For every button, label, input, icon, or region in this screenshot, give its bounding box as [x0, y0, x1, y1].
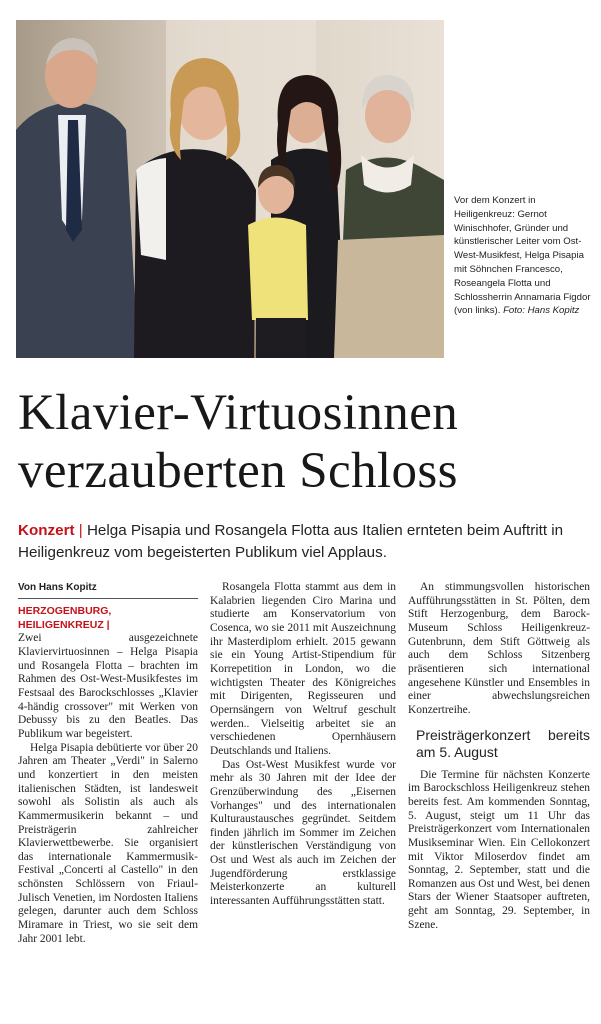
paragraph-2: Helga Pisapia debütierte vor über 20 Jahren am Theater „Verdi" in Salerno und konzertiert in den meisten italienischen Städten, ist landesweit sowohl als Solistin als auch als Kammermusikerin bekannt – und Preisträgerin zahlreicher Klavierwettbewerbe. Sie organisiert das internationale Kammermusik-Festival „Concerti al Castello" in den schönsten Schlössern von Friaul-Julisch Venetien, im Nordosten Italiens gelegen, darunter auch dem Schloss Miramare in Triest, wo sie seit dem Jahr 2001 lebt. — [18, 741, 198, 945]
paragraph-1-text: Zwei ausgezeichnete Klaviervirtuosinnen – Helga Pisapia und Rosangela Flotta – brachten im Rahmen des Ost-West-Musikfestes im Festsaal des Barockschlosses „Klavier 4-händig crossover" mit Werken von Debussy bis zu den Beatles. Das Publikum war begeistert. — [18, 632, 198, 740]
lead-text: Helga Pisapia und Rosangela Flotta aus Italien ernteten beim Auftritt in Heiligenkreuz vom begeisterten Publikum viel Applaus. — [18, 522, 564, 561]
dateline: HERZOGENBURG, HEILIGENKREUZ | — [18, 605, 112, 631]
byline: Von Hans Kopitz — [18, 581, 198, 599]
headline — [18, 384, 598, 500]
photo-group-icon — [16, 20, 444, 358]
article-column-3 — [408, 581, 590, 932]
subheading: Preisträgerkonzert bereits am 5. August — [416, 726, 590, 760]
paragraph-5: An stimmungsvollen historischen Aufführungsstätten in St. Pölten, dem Stift Herzogenburg, dem Barock-Museum Schloss Heiligenkreuz-Gutenbrunn, dem Stift Göttweig als auch dem Schloss Sitzenberg präsentieren sich international angesehene Künstler und Ensembles in einer abwechslungsreichen Konzertreihe. — [408, 581, 590, 716]
lead-kicker: Konzert — [18, 522, 75, 539]
headline-line-2: verzauberten Schloss — [18, 443, 458, 499]
paragraph-1 — [18, 605, 198, 742]
caption-text: Vor dem Konzert in Heiligenkreuz: Gernot Winischhofer, Gründer und künstlerischer Leiter vom Ost-West-Musikfest, Helga Pisapia mit Söhnchen Francesco, Roseangela Flotta und Schlossherrin Annamaria Figdor (von links). — [454, 195, 591, 317]
photo-caption — [454, 194, 592, 318]
headline-line-1: Klavier-Virtuosinnen — [18, 385, 459, 441]
paragraph-6: Die Termine für nächsten Konzerte im Barockschloss Heiligenkreuz stehen bereits fest. Am kommenden Sonntag, 5. August, steigt um 11 Uhr das Preisträgerkonzert vom Internationalen Musikseminar Wien. Ein Cellokonzert mit Viktor Miloserdov findet am Sonntag, 2. September, statt und die Romanzen aus Ost und West, bei denen Stars der Wiener Staatsoper auftreten, geht am Sonntag, 29. September, in Szene. — [408, 768, 590, 931]
article-column-2 — [210, 581, 396, 909]
lead-paragraph — [18, 520, 588, 564]
paragraph-3: Rosangela Flotta stammt aus dem in Kalabrien liegenden Ciro Marina und studierte am Konservatorium von Cosenca, wo sie 2011 mit Auszeichnung ihr Masterdiplom erhielt. 2015 gewann sie ein Young Artist-Stipendium für Korrepetition in London, wo die wichtigsten Theater des Königreiches mit Dirigenten, Regisseuren und Opernsängern von Weltruf geschult werden.. Vielseitig arbeitet sie an verschiedenen Opernhäusern Deutschlands und Italiens. — [210, 581, 396, 757]
paragraph-4: Das Ost-West Musikfest wurde vor mehr als 30 Jahren mit der Idee der Grenzüberwindung des „Eisernen Vorhanges" und des internationalen Kulturaustausches gegründet. Seitdem finden jährlich im Sommer im Zeichen der künstlerischen Verständigung von Ost und West als auch im Zeichen der Jugendförderung erstklassige Meisterkonzerte an kulturell interessanten Aufführungsstätten statt. — [210, 758, 396, 908]
article-column-1 — [18, 581, 198, 946]
photo-credit: Foto: Hans Kopitz — [503, 305, 580, 317]
group-photo — [16, 20, 444, 358]
lead-separator: | — [78, 522, 83, 539]
